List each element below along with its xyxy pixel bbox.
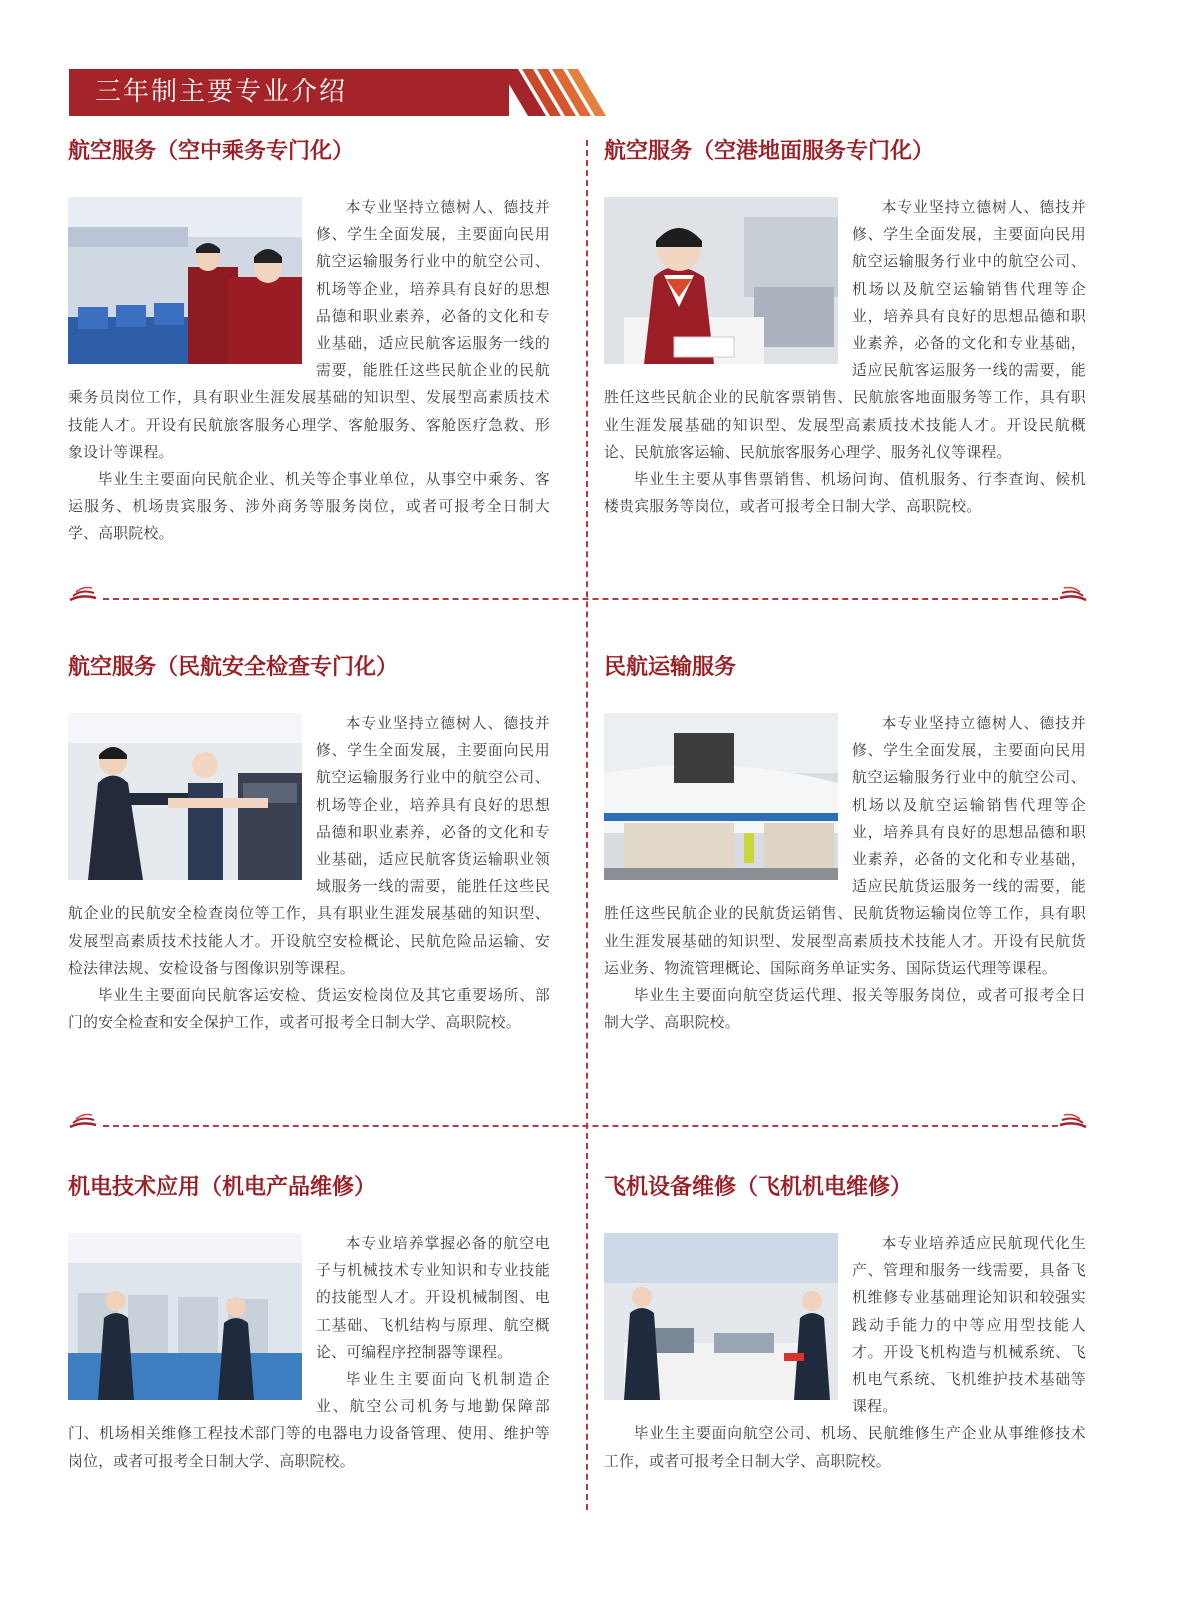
section-paragraph: 毕业生主要面向民航企业、机关等企事业单位，从事空中乘务、客运服务、机场贵宾服务、涉外商务等服务岗位，或者可报考全日制大学、高职院校。 [68, 471, 550, 543]
cargo-loading-photo [604, 713, 838, 880]
section-paragraph: 毕业生主要面向飞机制造企业、航空公司机务与地勤保障部门、机场相关维修工程技术部门等的电器电力设备管理、使用、维护等岗位，或者可报考全日制大学、高职院校。 [68, 1371, 550, 1470]
section-title: 飞机设备维修（飞机机电维修） [604, 1174, 913, 1200]
section-title: 民航运输服务 [604, 654, 737, 680]
section-paragraph: 本专业坚持立德树人、德技并修、学生全面发展，主要面向民用航空运输服务行业中的航空公司、机场以及航空运输销售代理等企业，培养具有良好的思想品德和职业素养，必备的文化和专业基础，适应民航客运服务一线的需要，能胜任这些民航企业的民航客票销售、民航旅客地面服务等工作，具有职业生涯发展基础的知识型、发展型高素质技术技能人才。开设民航概论、民航旅客运输、民航旅客服务心理学、服务礼仪等课程。 [604, 199, 1086, 461]
horizontal-divider-1 [103, 598, 1058, 600]
wing-ornament-icon [68, 1113, 98, 1129]
horizontal-divider-2 [103, 1125, 1058, 1127]
section-title: 航空服务（空港地面服务专门化） [604, 138, 935, 164]
section-paragraph: 本专业坚持立德树人、德技并修、学生全面发展，主要面向民用航空运输服务行业中的航空公司、机场等企业，培养具有良好的思想品德和职业素养，必备的文化和专业基础，适应民航客货运输职业领域服务一线的需要，能胜任这些民航企业的民航安全检查岗位等工作，具有职业生涯发展基础的知识型、发展型高素质技术技能人才。开设航空安检概论、民航危险品运输、安检法律法规、安检设备与图像识别等课程。 [68, 715, 550, 977]
ground-service-photo [604, 197, 838, 364]
program-section-cabin-crew [68, 135, 550, 548]
section-paragraph: 毕业生主要从事售票销售、机场问询、值机服务、行李查询、候机楼贵宾服务等岗位，或者可报考全日制大学、高职院校。 [604, 471, 1086, 516]
section-body [68, 1230, 550, 1475]
header-banner [69, 69, 509, 116]
section-title: 航空服务（民航安全检查专门化） [68, 654, 399, 680]
section-paragraph: 毕业生主要面向航空货运代理、报关等服务岗位，或者可报考全日制大学、高职院校。 [604, 987, 1086, 1032]
program-section-air-transport [604, 651, 1086, 1036]
program-section-security-check [68, 651, 550, 1036]
section-paragraph: 毕业生主要面向民航客运安检、货运安检岗位及其它重要场所、部门的安全检查和安全保护工作，或者可报考全日制大学、高职院校。 [68, 987, 550, 1032]
electromechanical-lab-photo [68, 1233, 302, 1400]
section-paragraph: 本专业培养适应民航现代化生产、管理和服务一线需要，具备飞机维修专业基础理论知识和较强实践动手能力的中等应用型技能人才。开设飞机构造与机械系统、飞机电气系统、飞机维护技术基础等课程。 [852, 1235, 1086, 1416]
cabin-crew-photo [68, 197, 302, 364]
section-body [68, 710, 550, 1036]
wing-ornament-icon [1058, 586, 1088, 602]
wing-ornament-icon [1058, 1113, 1088, 1129]
aircraft-maintenance-photo [604, 1233, 838, 1400]
program-section-ground-service [604, 135, 1086, 520]
security-check-photo [68, 713, 302, 880]
section-title: 航空服务（空中乘务专门化） [68, 138, 355, 164]
section-title: 机电技术应用（机电产品维修） [68, 1174, 377, 1200]
section-body [68, 194, 550, 548]
banner-stripes-decoration [500, 69, 620, 116]
section-body [604, 194, 1086, 520]
section-paragraph: 本专业坚持立德树人、德技并修、学生全面发展，主要面向民用航空运输服务行业中的航空公司、机场等企业，培养具有良好的思想品德和职业素养，必备的文化和专业基础，适应民航客运服务一线的需要，能胜任这些民航企业的民航乘务员岗位工作，具有职业生涯发展基础的知识型、发展型高素质技术技能人才。开设有民航旅客服务心理学、客舱服务、客舱医疗急救、形象设计等课程。 [68, 199, 550, 461]
vertical-divider [586, 140, 588, 1510]
section-paragraph: 本专业培养掌握必备的航空电子与机械技术专业知识和专业技能的技能型人才。开设机械制图、电工基础、飞机结构与原理、航空概论、可编程序控制器等课程。 [316, 1235, 550, 1361]
wing-ornament-icon [68, 586, 98, 602]
section-paragraph: 毕业生主要面向航空公司、机场、民航维修生产企业从事维修技术工作，或者可报考全日制大学、高职院校。 [604, 1425, 1086, 1470]
page-title: 三年制主要专业介绍 [95, 77, 348, 107]
section-paragraph: 本专业坚持立德树人、德技并修、学生全面发展，主要面向民用航空运输服务行业中的航空公司、机场以及航空运输销售代理等企业，培养具有良好的思想品德和职业素养，必备的文化和专业基础，适应民航货运服务一线的需要，能胜任这些民航企业的民航货运销售、民航货物运输岗位等工作，具有职业生涯发展基础的知识型、发展型高素质技术技能人才。开设有民航货运业务、物流管理概论、国际商务单证实务、国际货运代理等课程。 [604, 715, 1086, 977]
program-section-electromechanical [68, 1171, 550, 1475]
section-body [604, 1230, 1086, 1475]
program-section-aircraft-maintenance [604, 1171, 1086, 1475]
section-body [604, 710, 1086, 1036]
